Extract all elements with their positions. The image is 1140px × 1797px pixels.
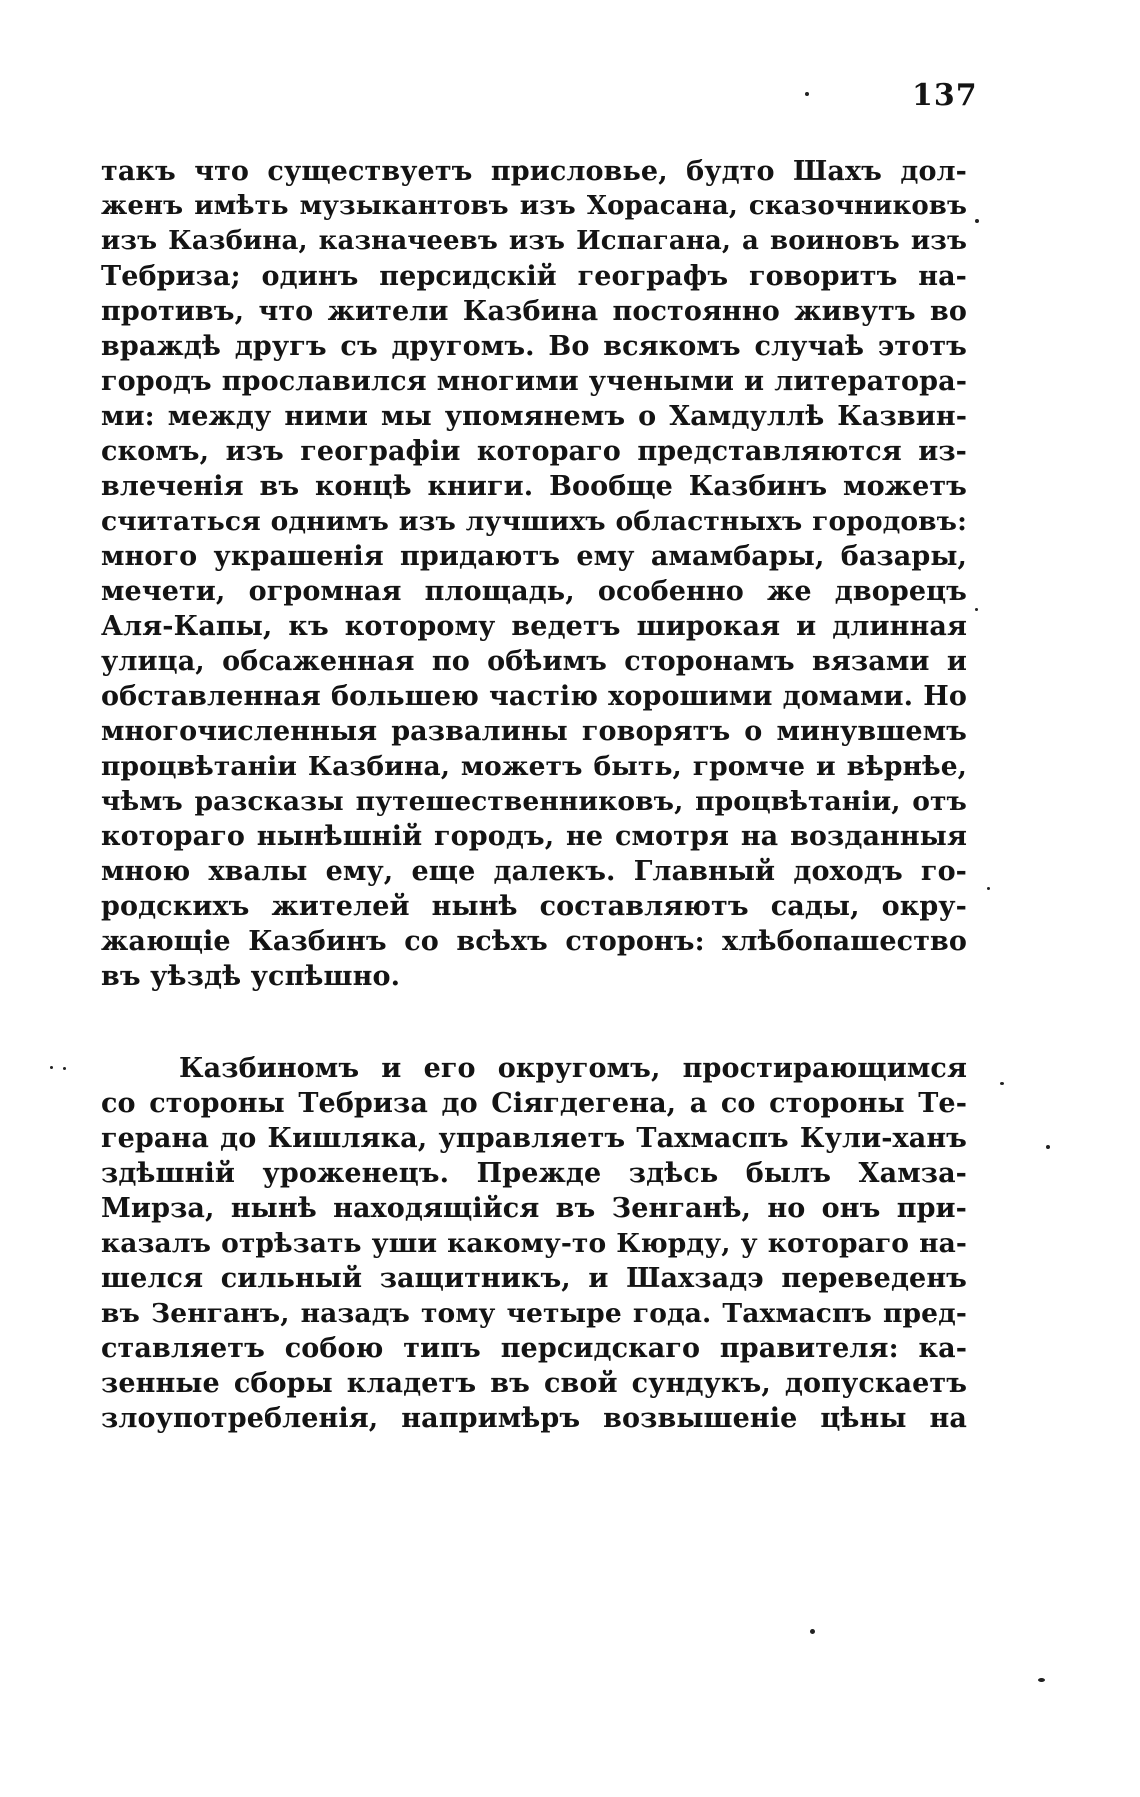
text-line: ставляетъ собою типъ персидскаго правителя: ка- <box>101 1333 967 1364</box>
text-line: чѣмъ разсказы путешественниковъ, процвѣтаніи, отъ <box>101 786 967 817</box>
text-line: многочисленныя развалины говорятъ о минувшемъ <box>101 716 967 747</box>
text-line: много украшенія придаютъ ему амамбары, базары, <box>101 541 967 572</box>
text-line: улица, обсаженная по обѣимъ сторонамъ вязами и <box>101 646 967 677</box>
scan-speck <box>975 608 978 611</box>
text-line: со стороны Тебриза до Сіягдегена, а со стороны Те- <box>101 1088 967 1119</box>
text-line: процвѣтаніи Казбина, можетъ быть, громче и вѣрнѣе, <box>101 751 967 782</box>
scan-speck <box>810 1629 815 1634</box>
text-line: Аля-Капы, къ которому ведетъ широкая и длинная <box>101 611 967 642</box>
scan-speck <box>987 887 990 890</box>
text-line: злоупотребленія, напримѣръ возвышеніе цѣны на <box>101 1403 967 1434</box>
text-line: шелся сильный защитникъ, и Шахзадэ переведенъ <box>101 1263 967 1294</box>
scan-speck <box>1038 1678 1045 1682</box>
text-line: въ Зенганъ, назадъ тому четыре года. Тахмаспъ пред- <box>101 1298 967 1329</box>
text-line: Тебриза; одинъ персидскій географъ говоритъ на- <box>101 261 967 292</box>
text-line: мною хвалы ему, еще далекъ. Главный доходъ го- <box>101 856 967 887</box>
text-line: враждѣ другъ съ другомъ. Во всякомъ случаѣ этотъ <box>101 331 967 362</box>
text-line: казалъ отрѣзать уши какому-то Кюрду, у котораго на- <box>101 1228 967 1259</box>
scan-speck <box>975 219 979 223</box>
text-line: изъ Казбина, казначеевъ изъ Испагана, а воиновъ изъ <box>101 226 967 256</box>
text-line: жающіе Казбинъ со всѣхъ сторонъ: хлѣбопашество <box>101 926 967 957</box>
scan-speck <box>50 1066 53 1069</box>
text-line: въ уѣздѣ успѣшно. <box>101 961 401 992</box>
text-line: женъ имѣть музыкантовъ изъ Хорасана, сказочниковъ <box>101 191 967 221</box>
scan-speck <box>1046 1145 1050 1149</box>
text-line: скомъ, изъ географіи котораго представляются из- <box>101 436 967 467</box>
text-line: мечети, огромная площадь, особенно же дворецъ <box>101 576 967 607</box>
text-line: Казбиномъ и его округомъ, простирающимся <box>179 1053 967 1084</box>
text-line: Мирза, нынѣ находящійся въ Зенганѣ, но онъ при- <box>101 1193 967 1224</box>
text-line: городъ прославился многими учеными и литератора- <box>101 366 967 397</box>
scan-speck <box>63 1067 66 1070</box>
text-line: котораго нынѣшній городъ, не смотря на возданныя <box>101 821 967 852</box>
paragraph-1 <box>101 154 967 994</box>
text-line: родскихъ жителей нынѣ составляютъ сады, окру- <box>101 891 967 922</box>
text-line: считаться однимъ изъ лучшихъ областныхъ городовъ: <box>101 506 967 537</box>
text-line: противъ, что жители Казбина постоянно живутъ во <box>101 296 967 327</box>
text-line: ми: между ними мы упомянемъ о Хамдуллѣ Казвин- <box>101 401 967 432</box>
paragraph-2 <box>101 1051 967 1436</box>
page-number: 137 <box>912 78 978 113</box>
text-line: здѣшній уроженецъ. Прежде здѣсь былъ Хамза- <box>101 1158 967 1189</box>
text-line: обставленная большею частію хорошими домами. Но <box>101 681 967 712</box>
text-line: влеченія въ концѣ книги. Вообще Казбинъ можетъ <box>101 471 967 502</box>
scan-speck <box>805 92 809 96</box>
text-line: такъ что существуетъ присловье, будто Шахъ дол- <box>101 156 967 187</box>
scan-speck <box>1000 1082 1004 1085</box>
text-line: герана до Кишляка, управляетъ Тахмаспъ Кули-ханъ <box>101 1123 967 1154</box>
text-line: зенные сборы кладетъ въ свой сундукъ, допускаетъ <box>101 1368 967 1399</box>
